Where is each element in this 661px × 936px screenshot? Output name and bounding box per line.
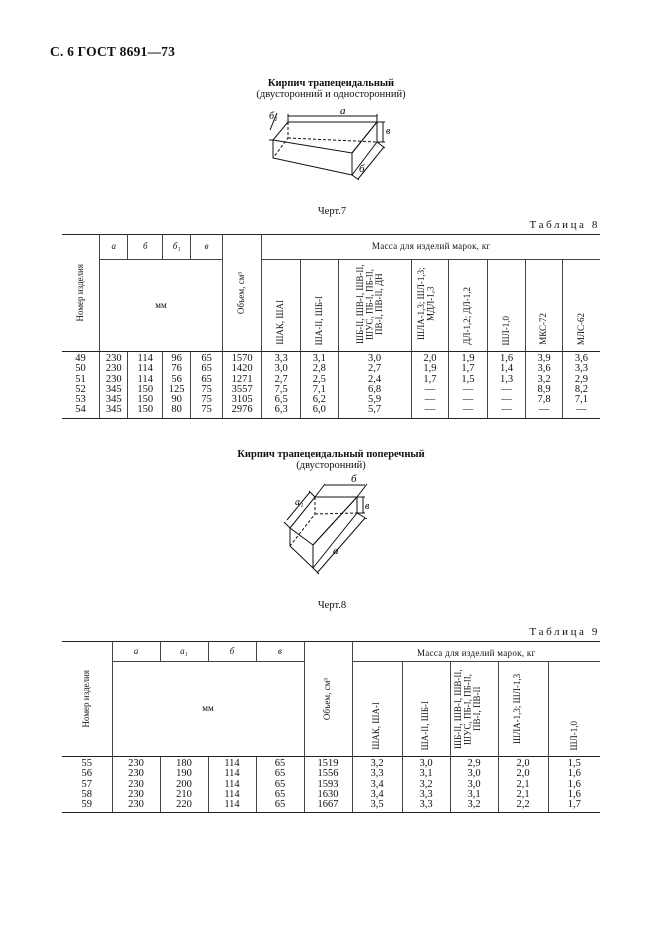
table-cell: 114 xyxy=(208,790,256,800)
table-cell: — xyxy=(449,395,488,405)
table-cell: 1556 xyxy=(304,769,352,779)
table-cell: 1,5 xyxy=(567,758,581,769)
table-cell: 3,1 xyxy=(402,769,450,779)
drawing2-label-v: в xyxy=(365,501,370,512)
table-cell: 114 xyxy=(208,780,256,790)
table-cell: 3,1 xyxy=(300,352,338,365)
table-cell: 3,2 xyxy=(450,800,498,813)
table8-dim-b: б xyxy=(142,241,148,252)
table8-unit: мм xyxy=(155,299,167,310)
table-cell: 52 xyxy=(62,385,100,395)
table-cell: 3,2 xyxy=(402,780,450,790)
table-cell: 1420 xyxy=(222,364,262,374)
table-cell: — xyxy=(526,405,563,418)
drawing2-subtitle: (двусторонний) xyxy=(296,460,366,471)
table-cell: 2,0 xyxy=(498,769,548,779)
table-cell: 2,1 xyxy=(498,790,548,800)
table-cell: 3,0 xyxy=(450,769,498,779)
table-cell: 7,1 xyxy=(574,394,588,406)
table-cell: 150 xyxy=(128,385,163,395)
table-cell: 3,6 xyxy=(526,364,563,374)
table-cell: 1,6 xyxy=(487,352,526,365)
table-cell: 1,5 xyxy=(449,375,488,385)
table-cell: — xyxy=(487,385,526,395)
table-cell: 1271 xyxy=(222,375,262,385)
drawing2-caption: Черт.8 xyxy=(317,600,347,611)
table-cell: 3,1 xyxy=(450,790,498,800)
table-cell: 7,1 xyxy=(300,385,338,395)
table-cell: 7,5 xyxy=(262,385,301,395)
table-cell: 65 xyxy=(256,790,304,800)
table-cell: — xyxy=(411,395,449,405)
table-cell: 3557 xyxy=(222,385,262,395)
table-cell: 96 xyxy=(162,352,190,365)
table8-mass-col-2: ША-II, ШБ-I xyxy=(313,295,324,345)
drawing1-brick xyxy=(255,100,405,200)
table-cell: 80 xyxy=(162,405,190,418)
drawing2-label-a1: а₁ xyxy=(295,497,304,508)
table-cell: 1,9 xyxy=(449,352,488,365)
table-cell: 75 xyxy=(191,405,222,418)
table-cell: 3,0 xyxy=(262,364,301,374)
table9-dim-b: б xyxy=(229,645,235,656)
table9-dim-v: в xyxy=(278,645,282,656)
table-cell: 1,9 xyxy=(411,364,449,374)
table-cell: 150 xyxy=(128,405,163,418)
table-cell: 150 xyxy=(128,395,163,405)
table-cell: 56 xyxy=(162,375,190,385)
table-cell: 1570 xyxy=(222,352,262,365)
drawing1-subtitle: (двусторонний и односторонний) xyxy=(256,89,406,100)
drawing1-label-b: б xyxy=(359,163,365,175)
table-cell: 3,0 xyxy=(450,780,498,790)
table-cell: — xyxy=(449,385,488,395)
table-cell: — xyxy=(411,385,449,395)
table-cell: 3,4 xyxy=(352,790,402,800)
table-cell: 230 xyxy=(112,800,160,813)
table-cell: 1593 xyxy=(304,780,352,790)
table-cell: 230 xyxy=(100,375,128,385)
table9-unit: мм xyxy=(202,703,214,714)
table-cell: 65 xyxy=(191,375,222,385)
table-cell: 6,3 xyxy=(262,405,301,418)
table-cell: 65 xyxy=(256,800,304,813)
table-cell: 200 xyxy=(160,780,208,790)
table9-mass-col-5: ШЛ-1,0 xyxy=(568,720,579,750)
table-cell: 230 xyxy=(112,780,160,790)
table-cell: 210 xyxy=(160,790,208,800)
table-cell: 3,3 xyxy=(402,800,450,813)
table-cell: 2,2 xyxy=(498,800,548,813)
table-cell: 3,3 xyxy=(352,769,402,779)
table-cell: 49 xyxy=(62,352,100,365)
drawing2-label-b: б xyxy=(351,473,357,485)
table-cell: 51 xyxy=(62,375,100,385)
table-cell: 2,8 xyxy=(300,364,338,374)
table-cell: 54 xyxy=(62,405,100,418)
table-cell: 2,0 xyxy=(498,757,548,770)
table-cell: 345 xyxy=(100,405,128,418)
table-cell: 6,5 xyxy=(262,395,301,405)
table-cell: 59 xyxy=(62,800,112,813)
table-cell: 1,3 xyxy=(487,375,526,385)
table-cell: 125 xyxy=(162,385,190,395)
table-cell: 2,4 xyxy=(338,375,411,385)
table-cell: 2,1 xyxy=(498,780,548,790)
table-cell: 65 xyxy=(191,352,222,365)
table8-label: Таблица 8 xyxy=(529,219,600,231)
table8-dim-v: в xyxy=(204,241,209,252)
table-cell: 1,4 xyxy=(487,364,526,374)
table-cell: 114 xyxy=(208,800,256,813)
table9 xyxy=(62,641,600,813)
table-cell: 1,7 xyxy=(449,364,488,374)
table-cell: 3,2 xyxy=(352,757,402,770)
table-cell: 2,7 xyxy=(262,375,301,385)
table8-mass-col-5: ДЛ-1,2; ДЛ-1,2 xyxy=(462,287,473,345)
table-cell: 3,4 xyxy=(352,780,402,790)
table9-mass-col-4: ШЛА-1,3; ШЛ-1,3 xyxy=(512,673,522,745)
table9-mass-col-2: ША-II, ШБ-I xyxy=(420,700,431,750)
drawing1-title: Кирпич трапецеидальный xyxy=(267,78,395,89)
table-cell: 6,0 xyxy=(300,405,338,418)
table-cell: 1630 xyxy=(304,790,352,800)
table-cell: 5,7 xyxy=(338,405,411,418)
table-cell: 1,6 xyxy=(567,778,581,790)
table-cell: 90 xyxy=(162,395,190,405)
table8-mass-col-8: МЛС-62 xyxy=(575,312,586,345)
table8-dim-b1: б₁ xyxy=(172,241,181,252)
table-cell: — xyxy=(487,405,526,418)
table-cell: 65 xyxy=(191,364,222,374)
table-cell: 114 xyxy=(208,769,256,779)
table-cell: 180 xyxy=(160,757,208,770)
table8-volume-header: Объем, см³ xyxy=(236,271,247,315)
table8-mass-col-4: ШЛА-1,3; ШЛ-1,3; МДЛ-1,3 xyxy=(415,267,436,341)
table-cell: 3,0 xyxy=(402,757,450,770)
table-cell: 57 xyxy=(62,780,112,790)
table-cell: 114 xyxy=(208,757,256,770)
table-cell: 230 xyxy=(100,352,128,365)
table9-volume-header: Объем, см³ xyxy=(322,677,333,721)
table-cell: 1,7 xyxy=(411,375,449,385)
table9-dim-a1: а₁ xyxy=(180,645,188,656)
table-cell: 1,6 xyxy=(567,768,581,780)
table-cell: 230 xyxy=(112,769,160,779)
table-cell: 1,6 xyxy=(567,788,581,800)
table-cell: 65 xyxy=(256,780,304,790)
table9-mass-col-3: ШБ-II, ШВ-I, ШВ-II, ШУС, ПБ-I, ПБ-II, ПВ-I, ПВ-II xyxy=(453,669,482,749)
table-cell: 3,3 xyxy=(402,790,450,800)
table9-mass-header: Масса для изделий марок, кг xyxy=(416,648,536,658)
table-cell: 2976 xyxy=(222,405,262,418)
table-cell: 8,9 xyxy=(526,385,563,395)
table-cell: — xyxy=(449,405,488,418)
drawing2-label-a: а xyxy=(333,545,339,557)
table-cell: 2,0 xyxy=(411,352,449,365)
table-cell: 1667 xyxy=(304,800,352,813)
table-cell: — xyxy=(487,395,526,405)
table-cell: 220 xyxy=(160,800,208,813)
table-cell: 56 xyxy=(62,769,112,779)
table-cell: 3105 xyxy=(222,395,262,405)
table-cell: 7,8 xyxy=(526,395,563,405)
drawing1-label-v: в xyxy=(386,126,391,137)
table-cell: 2,9 xyxy=(574,373,588,385)
table9-label: Таблица 9 xyxy=(529,626,600,638)
table8-mass-col-1: ШАК, ШАI xyxy=(275,300,286,345)
table8-mass-col-3: ШБ-II, ШВ-I, ШВ-II, ШУС, ПБ-I, ПБ-II, ПВ-I, ПВ-II, ДН xyxy=(354,264,384,344)
table-cell: 5,9 xyxy=(338,395,411,405)
table-cell: 53 xyxy=(62,395,100,405)
table-cell: 1,7 xyxy=(548,800,600,813)
drawing1-caption: Черт.7 xyxy=(317,206,347,217)
table-cell: 3,2 xyxy=(526,375,563,385)
table-cell: 345 xyxy=(100,385,128,395)
table-cell: 3,5 xyxy=(352,800,402,813)
table9-row-header: Номер изделия xyxy=(81,670,91,728)
table-row xyxy=(62,800,600,813)
table-cell: 65 xyxy=(256,757,304,770)
table-cell: 65 xyxy=(256,769,304,779)
table8 xyxy=(62,234,600,419)
table-cell: 230 xyxy=(112,757,160,770)
table9-mass-col-1: ШАК, ША-I xyxy=(371,702,382,750)
table-cell: 230 xyxy=(100,364,128,374)
drawing2-title: Кирпич трапецеидальный поперечный xyxy=(237,449,425,460)
table-cell: 1519 xyxy=(304,757,352,770)
table-cell: 2,5 xyxy=(300,375,338,385)
table9-dim-a: а xyxy=(133,645,139,656)
table-cell: 3,9 xyxy=(526,352,563,365)
table-cell: 6,2 xyxy=(300,395,338,405)
drawing2-brick xyxy=(275,470,395,595)
table-cell: 3,0 xyxy=(338,352,411,365)
table8-mass-col-7: МКС-72 xyxy=(538,313,549,345)
table-cell: 3,6 xyxy=(574,352,588,364)
table-cell: 75 xyxy=(191,385,222,395)
table-cell: 114 xyxy=(128,375,163,385)
table-cell: 2,9 xyxy=(450,757,498,770)
page-header: С. 6 ГОСТ 8691—73 xyxy=(50,44,176,59)
table-cell: 76 xyxy=(162,364,190,374)
table-cell: 345 xyxy=(100,395,128,405)
table-cell: 190 xyxy=(160,769,208,779)
drawing1-label-b1: б₁ xyxy=(269,111,278,122)
table-cell: 50 xyxy=(62,364,100,374)
table-cell: — xyxy=(562,405,600,418)
table8-row-header: Номер изделия xyxy=(74,264,85,322)
table-cell: 3,3 xyxy=(574,363,588,375)
table8-mass-col-6: ШЛ-1,0 xyxy=(500,315,511,345)
drawing1-label-a: а xyxy=(340,105,346,117)
table8-mass-header: Масса для изделий марок, кг xyxy=(371,241,491,251)
table-cell: 55 xyxy=(62,757,112,770)
table-cell: 114 xyxy=(128,364,163,374)
table-cell: 230 xyxy=(112,790,160,800)
table-cell: — xyxy=(411,405,449,418)
table8-dim-a: а xyxy=(111,241,116,252)
table-cell: 8,2 xyxy=(574,383,588,395)
table-cell: 3,3 xyxy=(262,352,301,365)
table-cell: 2,7 xyxy=(338,364,411,374)
table-cell: 6,8 xyxy=(338,385,411,395)
table-cell: 58 xyxy=(62,790,112,800)
table-row xyxy=(62,405,600,418)
table-cell: 75 xyxy=(191,395,222,405)
table-cell: 114 xyxy=(128,352,163,365)
